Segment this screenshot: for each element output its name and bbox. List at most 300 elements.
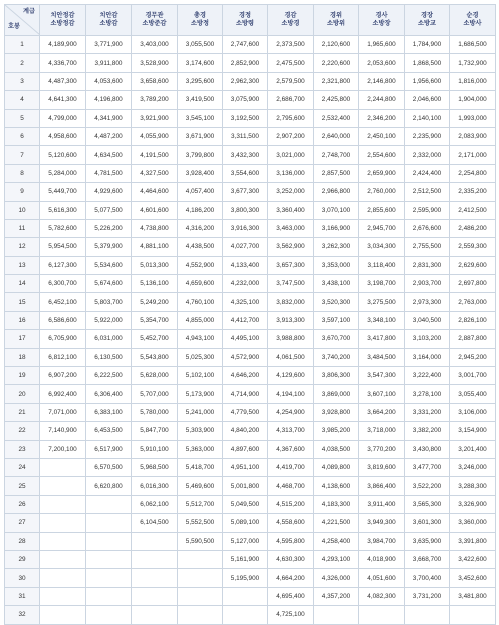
- salary-cell: 2,424,400: [405, 164, 450, 182]
- salary-cell: 3,055,500: [178, 36, 223, 54]
- salary-cell: 6,992,400: [40, 385, 86, 403]
- table-row: [5, 183, 496, 201]
- salary-cell: 3,554,600: [223, 164, 268, 182]
- table-row: [5, 367, 496, 385]
- table-row: [5, 514, 496, 532]
- salary-cell: 3,331,200: [405, 403, 450, 421]
- table-row: [5, 422, 496, 440]
- salary-cell: 5,089,100: [223, 514, 268, 532]
- salary-cell: 2,747,600: [223, 36, 268, 54]
- salary-cell: 5,922,000: [86, 311, 132, 329]
- salary-cell: 3,597,100: [314, 311, 359, 329]
- salary-cell: [40, 569, 86, 587]
- salary-cell: 2,220,600: [314, 54, 359, 72]
- salary-cell: 4,254,900: [268, 403, 314, 421]
- salary-cell: 7,140,900: [40, 422, 86, 440]
- step-cell: 11: [5, 219, 40, 237]
- salary-cell: 3,671,900: [178, 127, 223, 145]
- salary-cell: 3,700,400: [405, 569, 450, 587]
- salary-cell: 6,907,200: [40, 367, 86, 385]
- salary-cell: 3,419,500: [178, 91, 223, 109]
- step-cell: 27: [5, 514, 40, 532]
- col-header-inspector: 경감 소방경: [268, 5, 314, 36]
- step-cell: 8: [5, 164, 40, 182]
- table-row: [5, 201, 496, 219]
- salary-cell: 3,819,600: [359, 458, 405, 476]
- salary-cell: 3,670,700: [314, 330, 359, 348]
- salary-cell: 3,911,800: [86, 54, 132, 72]
- salary-cell: 2,475,500: [268, 54, 314, 72]
- step-cell: 32: [5, 606, 40, 624]
- salary-cell: 1,956,600: [405, 72, 450, 90]
- step-cell: 22: [5, 422, 40, 440]
- salary-cell: 4,232,000: [223, 275, 268, 293]
- salary-cell: 4,781,500: [86, 164, 132, 182]
- salary-cell: 4,313,700: [268, 422, 314, 440]
- salary-cell: 3,353,000: [314, 256, 359, 274]
- salary-cell: 4,552,900: [178, 256, 223, 274]
- col-header-senior-superintendent: 경무관 소방준감: [132, 5, 178, 36]
- salary-cell: 2,140,100: [405, 109, 450, 127]
- table-row: [5, 238, 496, 256]
- salary-cell: 6,570,500: [86, 458, 132, 476]
- table-row: [5, 311, 496, 329]
- salary-cell: 3,262,300: [314, 238, 359, 256]
- salary-cell: 6,300,700: [40, 275, 86, 293]
- salary-cell: 3,275,500: [359, 293, 405, 311]
- col-header-sergeant: 경사 소방장: [359, 5, 405, 36]
- table-row: [5, 109, 496, 127]
- salary-table-container: [4, 4, 495, 625]
- table-row: [5, 606, 496, 624]
- salary-cell: 5,803,700: [86, 293, 132, 311]
- salary-cell: 6,031,000: [86, 330, 132, 348]
- salary-cell: 3,288,300: [450, 477, 496, 495]
- salary-cell: 4,468,700: [268, 477, 314, 495]
- step-cell: 14: [5, 275, 40, 293]
- salary-cell: 4,464,600: [132, 183, 178, 201]
- salary-cell: 4,325,100: [223, 293, 268, 311]
- col-header-superintendent-2: 경정 소방령: [223, 5, 268, 36]
- salary-cell: 3,731,200: [405, 587, 450, 605]
- salary-cell: 2,412,500: [450, 201, 496, 219]
- salary-cell: 2,595,900: [405, 201, 450, 219]
- salary-cell: 2,852,900: [223, 54, 268, 72]
- table-row: [5, 54, 496, 72]
- salary-cell: [450, 606, 496, 624]
- table-row: [5, 440, 496, 458]
- salary-cell: 4,061,500: [268, 348, 314, 366]
- salary-cell: 2,676,600: [405, 219, 450, 237]
- salary-cell: 3,430,800: [405, 440, 450, 458]
- table-row: [5, 164, 496, 182]
- salary-cell: 3,278,100: [405, 385, 450, 403]
- salary-cell: 3,928,800: [314, 403, 359, 421]
- table-row: [5, 569, 496, 587]
- step-cell: 7: [5, 146, 40, 164]
- salary-cell: 5,452,700: [132, 330, 178, 348]
- salary-cell: 5,847,700: [132, 422, 178, 440]
- step-cell: 24: [5, 458, 40, 476]
- salary-cell: 3,913,300: [268, 311, 314, 329]
- salary-cell: 4,840,200: [223, 422, 268, 440]
- table-row: [5, 385, 496, 403]
- salary-cell: 5,418,700: [178, 458, 223, 476]
- salary-cell: 3,949,300: [359, 514, 405, 532]
- salary-cell: 2,887,800: [450, 330, 496, 348]
- salary-cell: 2,760,000: [359, 183, 405, 201]
- salary-cell: 4,053,600: [86, 72, 132, 90]
- table-row: [5, 293, 496, 311]
- salary-cell: 2,321,800: [314, 72, 359, 90]
- salary-cell: 3,403,000: [132, 36, 178, 54]
- step-cell: 18: [5, 348, 40, 366]
- salary-cell: 3,118,400: [359, 256, 405, 274]
- salary-cell: 6,222,500: [86, 367, 132, 385]
- salary-cell: [40, 458, 86, 476]
- salary-cell: 3,668,700: [405, 550, 450, 568]
- salary-cell: 3,201,400: [450, 440, 496, 458]
- salary-cell: [178, 587, 223, 605]
- step-cell: 19: [5, 367, 40, 385]
- grade-label: 계급: [23, 8, 35, 15]
- salary-cell: 5,469,600: [178, 477, 223, 495]
- salary-cell: [86, 569, 132, 587]
- salary-cell: 3,985,200: [314, 422, 359, 440]
- salary-cell: [40, 587, 86, 605]
- table-row: [5, 127, 496, 145]
- salary-cell: 5,616,300: [40, 201, 86, 219]
- salary-cell: 2,966,800: [314, 183, 359, 201]
- salary-cell: 3,718,000: [359, 422, 405, 440]
- salary-cell: 4,943,100: [178, 330, 223, 348]
- salary-cell: 3,360,400: [268, 201, 314, 219]
- salary-cell: 5,025,300: [178, 348, 223, 366]
- salary-cell: 4,412,700: [223, 311, 268, 329]
- salary-cell: 3,055,400: [450, 385, 496, 403]
- step-label: 호봉: [8, 22, 20, 30]
- salary-cell: 2,659,900: [359, 164, 405, 182]
- salary-cell: 4,341,900: [86, 109, 132, 127]
- table-row: [5, 36, 496, 54]
- salary-cell: 2,826,100: [450, 311, 496, 329]
- salary-cell: 3,657,300: [268, 256, 314, 274]
- table-row: [5, 587, 496, 605]
- salary-cell: 3,522,200: [405, 477, 450, 495]
- salary-cell: 4,336,700: [40, 54, 86, 72]
- salary-cell: 3,422,600: [450, 550, 496, 568]
- salary-cell: 3,103,200: [405, 330, 450, 348]
- salary-cell: 6,586,600: [40, 311, 86, 329]
- salary-cell: 2,146,800: [359, 72, 405, 90]
- salary-cell: [40, 477, 86, 495]
- salary-cell: 4,799,000: [40, 109, 86, 127]
- salary-cell: 4,495,100: [223, 330, 268, 348]
- salary-cell: 4,695,400: [268, 587, 314, 605]
- salary-cell: [86, 495, 132, 513]
- salary-cell: 2,425,800: [314, 91, 359, 109]
- salary-cell: 4,258,400: [314, 532, 359, 550]
- salary-cell: 2,332,000: [405, 146, 450, 164]
- salary-cell: [86, 606, 132, 624]
- salary-cell: 3,677,300: [223, 183, 268, 201]
- table-row: [5, 256, 496, 274]
- salary-cell: 4,595,800: [268, 532, 314, 550]
- salary-cell: 2,795,600: [268, 109, 314, 127]
- table-row: [5, 72, 496, 90]
- salary-cell: 4,316,200: [178, 219, 223, 237]
- salary-cell: 4,191,500: [132, 146, 178, 164]
- salary-cell: 2,335,200: [450, 183, 496, 201]
- table-row: [5, 477, 496, 495]
- salary-cell: 5,543,800: [132, 348, 178, 366]
- salary-cell: 3,166,900: [314, 219, 359, 237]
- salary-cell: 4,419,700: [268, 458, 314, 476]
- salary-cell: 5,534,600: [86, 256, 132, 274]
- salary-cell: 5,354,700: [132, 311, 178, 329]
- salary-cell: 4,664,200: [268, 569, 314, 587]
- salary-cell: 6,517,900: [86, 440, 132, 458]
- salary-cell: 4,738,800: [132, 219, 178, 237]
- salary-cell: 4,194,100: [268, 385, 314, 403]
- salary-cell: 3,635,900: [405, 532, 450, 550]
- salary-cell: 4,129,600: [268, 367, 314, 385]
- salary-cell: 3,832,000: [268, 293, 314, 311]
- salary-cell: 3,916,300: [223, 219, 268, 237]
- table-row: [5, 146, 496, 164]
- salary-cell: 5,628,000: [132, 367, 178, 385]
- salary-cell: 4,367,600: [268, 440, 314, 458]
- salary-cell: 5,226,200: [86, 219, 132, 237]
- salary-cell: 4,558,600: [268, 514, 314, 532]
- salary-cell: 2,244,800: [359, 91, 405, 109]
- salary-cell: 5,241,000: [178, 403, 223, 421]
- step-cell: 28: [5, 532, 40, 550]
- salary-cell: 4,038,500: [314, 440, 359, 458]
- salary-cell: 2,171,000: [450, 146, 496, 164]
- step-cell: 13: [5, 256, 40, 274]
- table-row: [5, 219, 496, 237]
- salary-cell: [178, 550, 223, 568]
- salary-cell: 4,057,400: [178, 183, 223, 201]
- salary-cell: 6,130,500: [86, 348, 132, 366]
- salary-cell: 3,921,900: [132, 109, 178, 127]
- salary-cell: [132, 532, 178, 550]
- salary-cell: 1,993,000: [450, 109, 496, 127]
- salary-cell: 3,154,900: [450, 422, 496, 440]
- salary-cell: 2,579,500: [268, 72, 314, 90]
- salary-cell: 3,295,600: [178, 72, 223, 90]
- salary-cell: [178, 606, 223, 624]
- salary-cell: 4,958,600: [40, 127, 86, 145]
- salary-cell: 3,075,900: [223, 91, 268, 109]
- salary-cell: 4,293,100: [314, 550, 359, 568]
- salary-cell: 2,235,900: [405, 127, 450, 145]
- salary-cell: 3,545,100: [178, 109, 223, 127]
- salary-cell: [223, 606, 268, 624]
- salary-cell: 2,755,500: [405, 238, 450, 256]
- salary-cell: 3,452,600: [450, 569, 496, 587]
- salary-cell: 5,363,000: [178, 440, 223, 458]
- salary-cell: 5,136,100: [132, 275, 178, 293]
- salary-cell: 3,021,000: [268, 146, 314, 164]
- step-cell: 15: [5, 293, 40, 311]
- step-cell: 9: [5, 183, 40, 201]
- salary-cell: 5,512,700: [178, 495, 223, 513]
- salary-cell: 4,089,800: [314, 458, 359, 476]
- salary-cell: 3,040,500: [405, 311, 450, 329]
- salary-table: [4, 4, 496, 625]
- salary-cell: 6,306,400: [86, 385, 132, 403]
- step-cell: 31: [5, 587, 40, 605]
- step-cell: 16: [5, 311, 40, 329]
- salary-cell: 3,770,200: [359, 440, 405, 458]
- salary-cell: [40, 495, 86, 513]
- salary-cell: 3,252,000: [268, 183, 314, 201]
- salary-cell: 4,357,200: [314, 587, 359, 605]
- salary-cell: 4,641,300: [40, 91, 86, 109]
- salary-cell: 3,198,700: [359, 275, 405, 293]
- salary-cell: 2,346,200: [359, 109, 405, 127]
- salary-cell: 5,968,500: [132, 458, 178, 476]
- salary-cell: 6,383,100: [86, 403, 132, 421]
- salary-cell: 6,062,100: [132, 495, 178, 513]
- salary-cell: 3,800,300: [223, 201, 268, 219]
- salary-cell: 2,640,000: [314, 127, 359, 145]
- salary-cell: 2,629,600: [450, 256, 496, 274]
- salary-cell: 6,453,500: [86, 422, 132, 440]
- salary-cell: [86, 532, 132, 550]
- step-cell: 29: [5, 550, 40, 568]
- salary-cell: [359, 606, 405, 624]
- salary-cell: [314, 606, 359, 624]
- salary-cell: [86, 514, 132, 532]
- salary-cell: 3,747,500: [268, 275, 314, 293]
- salary-cell: 4,487,200: [86, 127, 132, 145]
- salary-cell: [405, 606, 450, 624]
- table-row: [5, 495, 496, 513]
- col-header-senior-officer: 경장 소방교: [405, 5, 450, 36]
- salary-cell: 2,450,100: [359, 127, 405, 145]
- salary-cell: 2,855,600: [359, 201, 405, 219]
- salary-cell: 4,082,300: [359, 587, 405, 605]
- salary-cell: 3,164,000: [405, 348, 450, 366]
- salary-cell: 3,326,900: [450, 495, 496, 513]
- salary-cell: 3,562,900: [268, 238, 314, 256]
- salary-cell: 2,973,300: [405, 293, 450, 311]
- salary-cell: [132, 569, 178, 587]
- salary-cell: 4,183,300: [314, 495, 359, 513]
- salary-cell: 2,857,500: [314, 164, 359, 182]
- salary-cell: 5,127,000: [223, 532, 268, 550]
- salary-cell: 4,951,100: [223, 458, 268, 476]
- col-header-officer: 순경 소방사: [450, 5, 496, 36]
- salary-cell: 2,053,600: [359, 54, 405, 72]
- salary-cell: 5,707,000: [132, 385, 178, 403]
- salary-cell: 6,705,900: [40, 330, 86, 348]
- salary-cell: 3,799,800: [178, 146, 223, 164]
- salary-cell: 2,083,900: [450, 127, 496, 145]
- salary-table-body: [5, 36, 496, 625]
- salary-cell: 7,071,000: [40, 403, 86, 421]
- salary-cell: [132, 550, 178, 568]
- salary-cell: 6,452,100: [40, 293, 86, 311]
- salary-cell: [40, 514, 86, 532]
- salary-cell: 3,034,300: [359, 238, 405, 256]
- salary-cell: 4,438,500: [178, 238, 223, 256]
- salary-cell: 5,910,100: [132, 440, 178, 458]
- salary-cell: 2,831,300: [405, 256, 450, 274]
- salary-cell: 1,965,600: [359, 36, 405, 54]
- salary-cell: 3,528,900: [132, 54, 178, 72]
- salary-cell: 4,855,000: [178, 311, 223, 329]
- salary-cell: [223, 587, 268, 605]
- salary-cell: [86, 550, 132, 568]
- salary-cell: 5,249,200: [132, 293, 178, 311]
- salary-cell: 2,686,700: [268, 91, 314, 109]
- salary-cell: 4,196,800: [86, 91, 132, 109]
- salary-cell: 3,391,800: [450, 532, 496, 550]
- salary-cell: 4,897,600: [223, 440, 268, 458]
- salary-cell: 3,520,300: [314, 293, 359, 311]
- salary-cell: 4,487,300: [40, 72, 86, 90]
- salary-cell: 2,512,500: [405, 183, 450, 201]
- col-header-superintendent-general: 치안감 소방감: [86, 5, 132, 36]
- salary-cell: 4,929,600: [86, 183, 132, 201]
- step-cell: 25: [5, 477, 40, 495]
- salary-cell: 3,547,300: [359, 367, 405, 385]
- salary-cell: 2,962,300: [223, 72, 268, 90]
- salary-cell: 4,659,600: [178, 275, 223, 293]
- salary-cell: 5,782,600: [40, 219, 86, 237]
- salary-cell: 5,780,000: [132, 403, 178, 421]
- salary-cell: 4,018,900: [359, 550, 405, 568]
- table-row: [5, 403, 496, 421]
- salary-cell: 4,646,200: [223, 367, 268, 385]
- salary-cell: 5,449,700: [40, 183, 86, 201]
- salary-cell: 3,463,000: [268, 219, 314, 237]
- salary-cell: 3,658,600: [132, 72, 178, 90]
- salary-cell: 4,027,700: [223, 238, 268, 256]
- salary-cell: 6,016,300: [132, 477, 178, 495]
- table-row: [5, 275, 496, 293]
- salary-cell: [132, 587, 178, 605]
- salary-cell: 4,634,500: [86, 146, 132, 164]
- salary-cell: 5,161,900: [223, 550, 268, 568]
- salary-cell: 7,200,100: [40, 440, 86, 458]
- salary-cell: 2,903,700: [405, 275, 450, 293]
- salary-cell: 5,173,900: [178, 385, 223, 403]
- salary-cell: 2,945,200: [450, 348, 496, 366]
- salary-cell: 6,812,100: [40, 348, 86, 366]
- salary-cell: 5,120,600: [40, 146, 86, 164]
- salary-cell: 5,303,900: [178, 422, 223, 440]
- salary-cell: 4,515,200: [268, 495, 314, 513]
- salary-cell: 4,779,500: [223, 403, 268, 421]
- salary-cell: 3,477,700: [405, 458, 450, 476]
- salary-cell: 3,607,100: [359, 385, 405, 403]
- salary-cell: 4,051,600: [359, 569, 405, 587]
- salary-cell: 3,348,100: [359, 311, 405, 329]
- salary-cell: 1,904,000: [450, 91, 496, 109]
- salary-cell: [178, 569, 223, 587]
- salary-cell: 6,620,800: [86, 477, 132, 495]
- salary-cell: 5,954,500: [40, 238, 86, 256]
- salary-cell: 3,382,200: [405, 422, 450, 440]
- salary-cell: 4,327,500: [132, 164, 178, 182]
- step-cell: 17: [5, 330, 40, 348]
- salary-cell: 4,881,100: [132, 238, 178, 256]
